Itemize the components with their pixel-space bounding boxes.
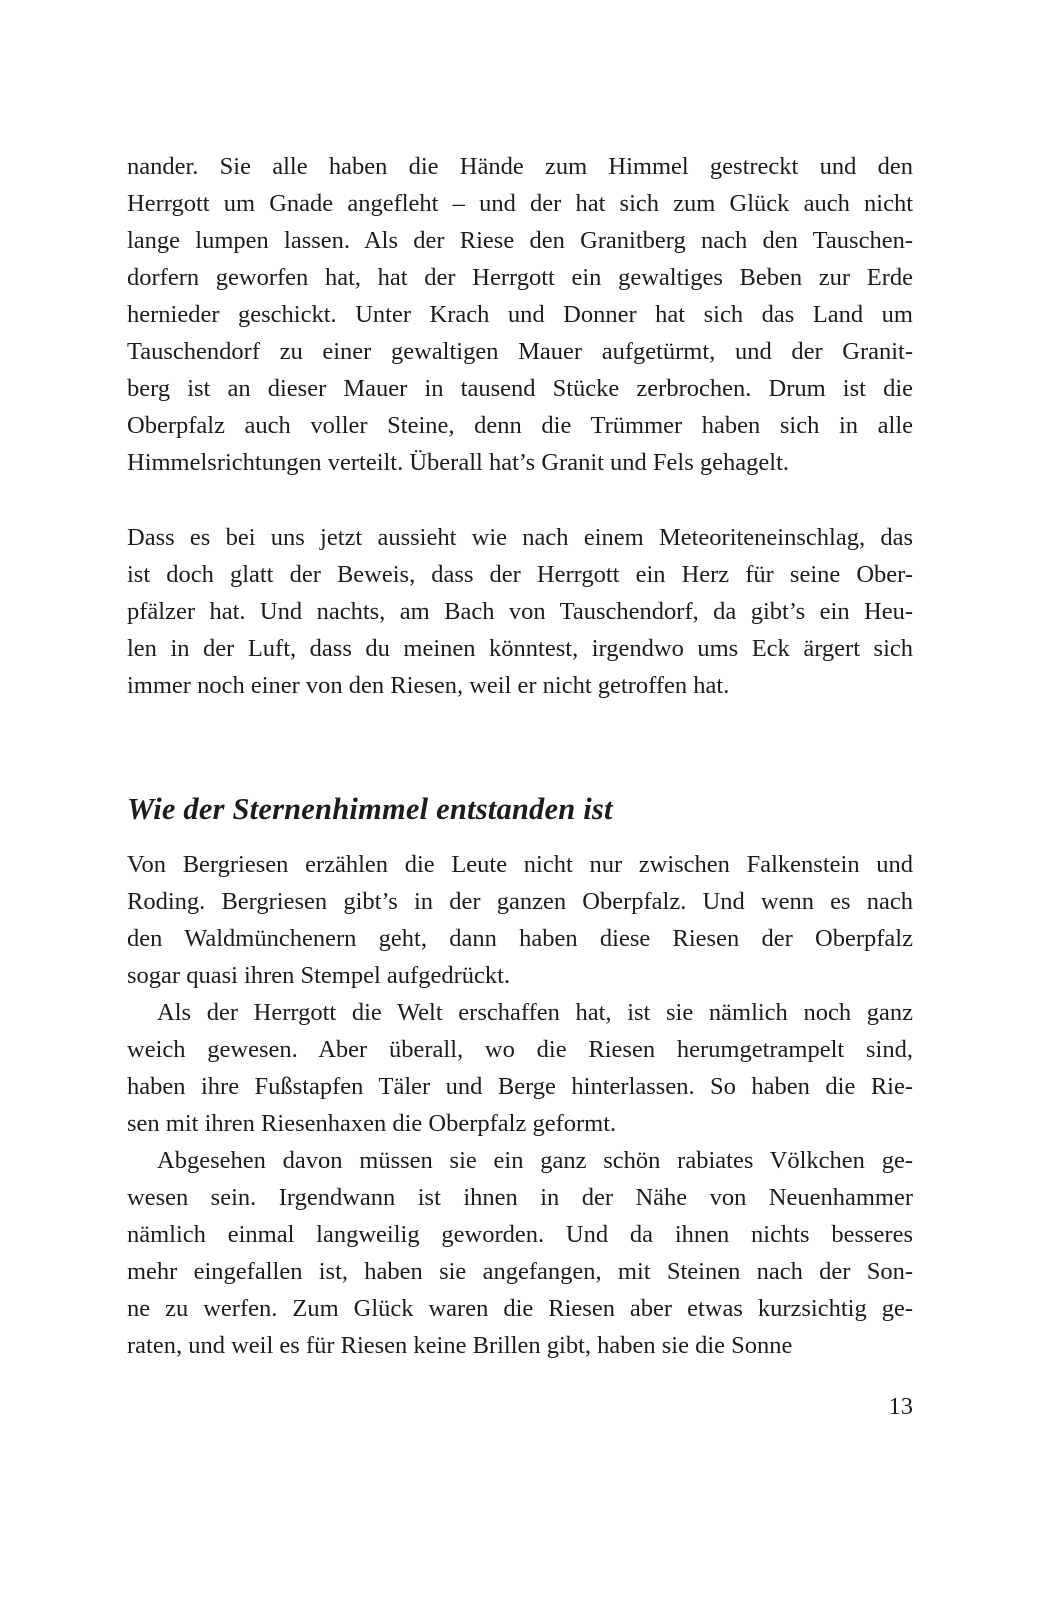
- paragraph: [127, 519, 913, 704]
- text-line: Dass es bei uns jetzt aussieht wie nach einem Meteoriteneinschlag, das: [127, 524, 913, 551]
- text-line: Abgesehen davon müssen sie ein ganz schön rabiates Völkchen ge-: [157, 1147, 913, 1174]
- text-line: ne zu werfen. Zum Glück waren die Riesen aber etwas kurzsichtig ge-: [127, 1295, 913, 1322]
- text-line: len in der Luft, dass du meinen könntest, irgendwo ums Eck ärgert sich: [127, 635, 913, 662]
- text-line: weich gewesen. Aber überall, wo die Riesen herumgetrampelt sind,: [127, 1036, 913, 1063]
- text-line: sogar quasi ihren Stempel aufgedrückt.: [127, 962, 511, 989]
- text-line: mehr eingefallen ist, haben sie angefangen, mit Steinen nach der Son-: [127, 1258, 913, 1285]
- page-content: [127, 148, 913, 1364]
- text-line: raten, und weil es für Riesen keine Brillen gibt, haben sie die Sonne: [127, 1332, 793, 1359]
- text-line: wesen sein. Irgendwann ist ihnen in der Nähe von Neuenhammer: [127, 1184, 913, 1211]
- paragraph: [127, 1142, 913, 1364]
- text-line: nander. Sie alle haben die Hände zum Himmel gestreckt und den: [127, 153, 913, 180]
- text-line: sen mit ihren Riesenhaxen die Oberpfalz geformt.: [127, 1110, 617, 1137]
- section-heading: Wie der Sternenhimmel entstanden ist: [127, 792, 613, 826]
- text-line: nämlich einmal langweilig geworden. Und da ihnen nichts besseres: [127, 1221, 913, 1248]
- text-line: Als der Herrgott die Welt erschaffen hat, ist sie nämlich noch ganz: [157, 999, 913, 1026]
- text-line: dorfern geworfen hat, hat der Herrgott ein gewaltiges Beben zur Erde: [127, 264, 913, 291]
- paragraph: [127, 994, 913, 1142]
- paragraph: [127, 148, 913, 481]
- text-line: hernieder geschickt. Unter Krach und Donner hat sich das Land um: [127, 301, 913, 328]
- text-line: Von Bergriesen erzählen die Leute nicht nur zwischen Falkenstein und: [127, 851, 913, 878]
- text-line: Herrgott um Gnade angefleht – und der hat sich zum Glück auch nicht: [127, 190, 913, 217]
- text-line: immer noch einer von den Riesen, weil er nicht getroffen hat.: [127, 672, 730, 699]
- text-line: Roding. Bergriesen gibt’s in der ganzen Oberpfalz. Und wenn es nach: [127, 888, 913, 915]
- paragraph: [127, 846, 913, 994]
- text-line: berg ist an dieser Mauer in tausend Stücke zerbrochen. Drum ist die: [127, 375, 913, 402]
- page-number: 13: [888, 1393, 913, 1420]
- text-line: ist doch glatt der Beweis, dass der Herrgott ein Herz für seine Ober-: [127, 561, 913, 588]
- text-line: Himmelsrichtungen verteilt. Überall hat’s Granit und Fels gehagelt.: [127, 449, 790, 476]
- text-line: Oberpfalz auch voller Steine, denn die Trümmer haben sich in alle: [127, 412, 913, 439]
- text-column: [127, 148, 913, 1364]
- text-line: den Waldmünchenern geht, dann haben diese Riesen der Oberpfalz: [127, 925, 913, 952]
- text-line: Tauschendorf zu einer gewaltigen Mauer aufgetürmt, und der Granit-: [127, 338, 913, 365]
- text-line: lange lumpen lassen. Als der Riese den Granitberg nach den Tauschen-: [127, 227, 913, 254]
- text-line: pfälzer hat. Und nachts, am Bach von Tauschendorf, da gibt’s ein Heu-: [127, 598, 913, 625]
- text-line: haben ihre Fußstapfen Täler und Berge hinterlassen. So haben die Rie-: [127, 1073, 913, 1100]
